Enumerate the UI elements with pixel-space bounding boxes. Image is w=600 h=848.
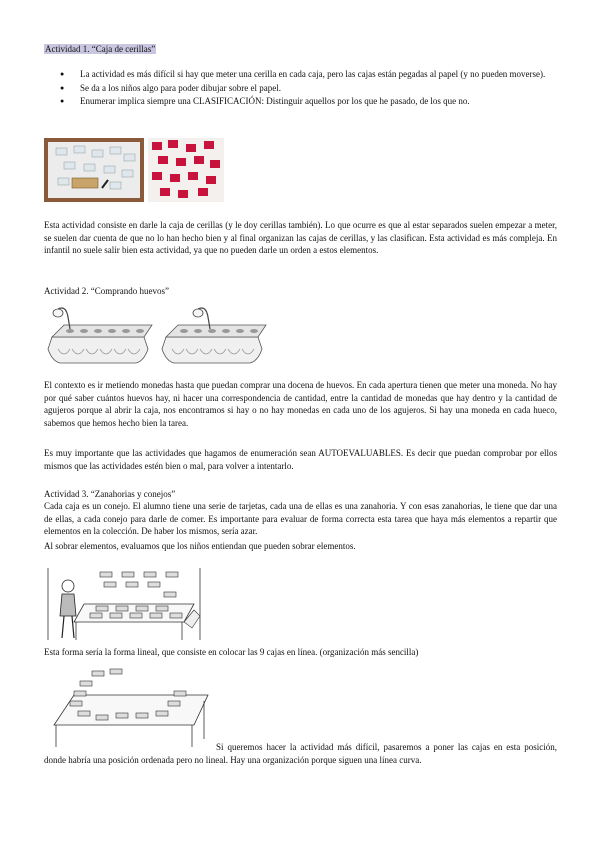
egg-carton-illustration (158, 303, 268, 373)
activity3-paragraph-2: Al sobrar elementos, evaluamos que los niños entiendan que pueden sobrar elementos. (44, 541, 356, 551)
bullet-item: ● Se da a los niños algo para poder dibujar sobre el papel. (44, 82, 564, 95)
linear-boxes-illustration (44, 566, 204, 642)
activity3-title: Actividad 3. “Zanahorias y conejos” (44, 489, 176, 499)
activity1-bullet-list (44, 68, 564, 109)
activity3-paragraph-1: Cada caja es un conejo. El alumno tiene una serie de tarjetas, cada una de ellas es una zanahoria. Y con esas zanahorias, le tiene que dar una de ellas, a cada conejo para darle de comer. Es importante para evaluar de forma correcta esta tarea que haya más elementos a repartir que elementos en la colección. De haber los mismos, sería azar. (44, 501, 557, 537)
curved-boxes-illustration (44, 667, 214, 749)
activity3-caption-linear: Esta forma sería la forma lineal, que consiste en colocar las 9 cajas en línea. (organización más sencilla) (44, 647, 419, 657)
activity1-title (44, 43, 156, 56)
activity2-paragraph-1: El contexto es ir metiendo monedas hasta que puedan comprar una docena de huevos. En cada apertura tienen que meter una moneda. No hay por qué saber cuántos huevos hay, ni hacer una correspondencia de cantidad, entre la cantidad de monedas que hay dentro y la cantidad de agujeros porque al abrir la caja, nos encontramos si hay o no hay monedas en cada uno de los agujeros. Si hay una moneda en cada hueco, sabemos que hemos hecho bien la tarea. (44, 380, 557, 428)
activity2-paragraph-2: Es muy importante que las actividades que hagamos de enumeración sean AUTOEVALUABLES. Es decir que puedan comprobar por ellos mismos que las actividades estén bien o mal, para volver a intentarlo. (44, 448, 557, 471)
activity1-title-text: Actividad 1. “Caja de cerillas” (45, 44, 156, 54)
activity2-title: Actividad 2. “Comprando huevos” (44, 286, 169, 296)
bullet-item: ● Enumerar implica siempre una CLASIFICACIÓN: Distinguir aquellos por los que he pasado, de los que no. (44, 95, 564, 108)
matchbox-photo-red (148, 138, 224, 202)
matchbox-photo-white (44, 138, 144, 202)
egg-carton-illustration (44, 303, 154, 373)
activity1-paragraph: Esta actividad consiste en darle la caja de cerillas (y le doy cerillas también). Lo que ocurre es que al estar separados suelen empezar a meter, se suelen dar cuenta de que no lo han hecho bien y al final organizan las cajas de cerillas, y las clasifican. Esta actividad es más compleja. En infantil no suele salir bien esta actividad, ya que no pueden darle un orden a estos elementos. (44, 220, 557, 256)
activity3-caption-curved: Si queremos hacer la actividad más difícil, pasaremos a poner las cajas en esta posición, donde habría una posición ordenada pero no lineal. Hay una organización porque siguen una línea curva. (44, 742, 557, 765)
bullet-item: ● La actividad es más difícil si hay que meter una cerilla en cada caja, pero las cajas están pegadas al papel (y no pueden moverse). (44, 68, 564, 81)
